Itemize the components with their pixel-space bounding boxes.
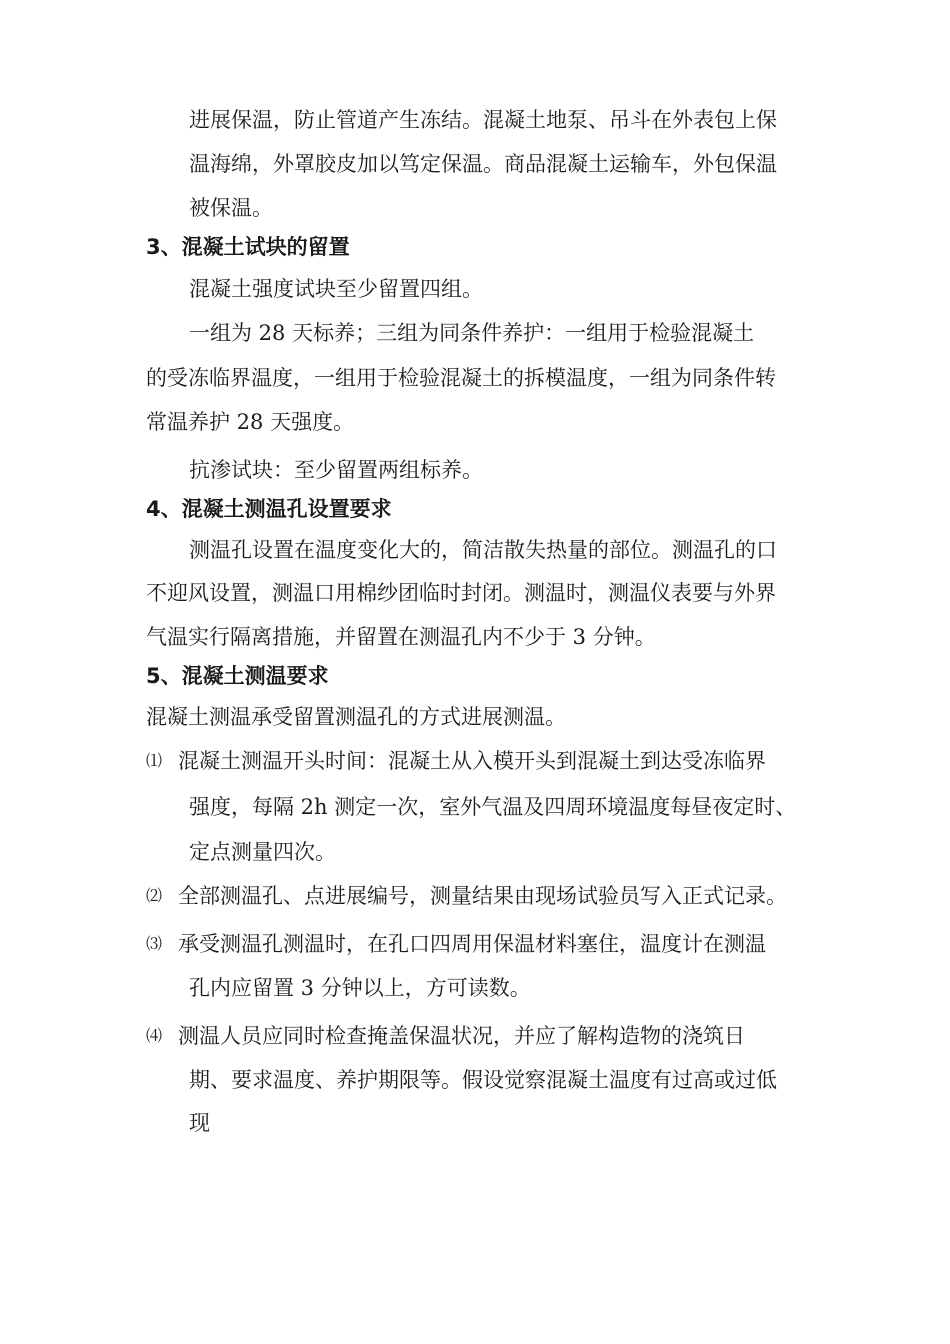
- section-3-paragraph-2-line-3: 常温养护 28 天强度。: [146, 410, 355, 434]
- section-4-heading: 4、混凝土测温孔设置要求: [146, 497, 392, 521]
- list-item-1-line-2: 强度，每隔 2h 测定一次，室外气温及四周环境温度每昼夜定时、: [189, 795, 797, 819]
- intro-line-3: 被保温。: [189, 196, 273, 220]
- list-item-2-line-1: 全部测温孔、点进展编号，测量结果由现场试验员写入正式记录。: [178, 884, 787, 908]
- section-3-paragraph-2-line-1: 一组为 28 天标养；三组为同条件养护：一组用于检验混凝土: [189, 321, 755, 345]
- list-item-4-line-1: 测温人员应同时检查掩盖保温状况，并应了解构造物的浇筑日: [178, 1024, 745, 1048]
- list-item-1-line-1: 混凝土测温开头时间：混凝土从入模开头到混凝土到达受冻临界: [178, 749, 766, 773]
- list-item-4-line-3: 现: [189, 1111, 210, 1135]
- section-3-paragraph-3: 抗渗试块：至少留置两组标养。: [189, 458, 483, 482]
- list-item-3-line-1: 承受测温孔测温时，在孔口四周用保温材料塞住，温度计在测温: [178, 932, 766, 956]
- list-item-3-marker: ⑶: [146, 934, 163, 953]
- section-5-heading: 5、混凝土测温要求: [146, 664, 329, 688]
- section-3-heading: 3、混凝土试块的留置: [146, 235, 350, 259]
- intro-line-1: 进展保温，防止管道产生冻结。混凝土地泵、吊斗在外表包上保: [189, 108, 777, 132]
- list-item-3-line-2: 孔内应留置 3 分钟以上，方可读数。: [189, 976, 531, 1000]
- list-item-4-marker: ⑷: [146, 1026, 163, 1045]
- section-3-paragraph-1: 混凝土强度试块至少留置四组。: [189, 277, 483, 301]
- list-item-4-line-2: 期、要求温度、养护期限等。假设觉察混凝土温度有过高或过低: [189, 1068, 777, 1092]
- section-4-line-1: 测温孔设置在温度变化大的，简洁散失热量的部位。测温孔的口: [189, 538, 777, 562]
- section-5-intro: 混凝土测温承受留置测温孔的方式进展测温。: [146, 705, 566, 729]
- section-4-line-2: 不迎风设置，测温口用棉纱团临时封闭。测温时，测温仪表要与外界: [146, 581, 776, 605]
- intro-line-2: 温海绵，外罩胶皮加以笃定保温。商品混凝土运输车，外包保温: [189, 152, 777, 176]
- section-3-paragraph-2-line-2: 的受冻临界温度，一组用于检验混凝土的拆模温度，一组为同条件转: [146, 366, 776, 390]
- list-item-1-line-3: 定点测量四次。: [189, 840, 336, 864]
- list-item-1-marker: ⑴: [146, 751, 163, 770]
- section-4-line-3: 气温实行隔离措施，并留置在测温孔内不少于 3 分钟。: [146, 625, 656, 649]
- list-item-2-marker: ⑵: [146, 886, 163, 905]
